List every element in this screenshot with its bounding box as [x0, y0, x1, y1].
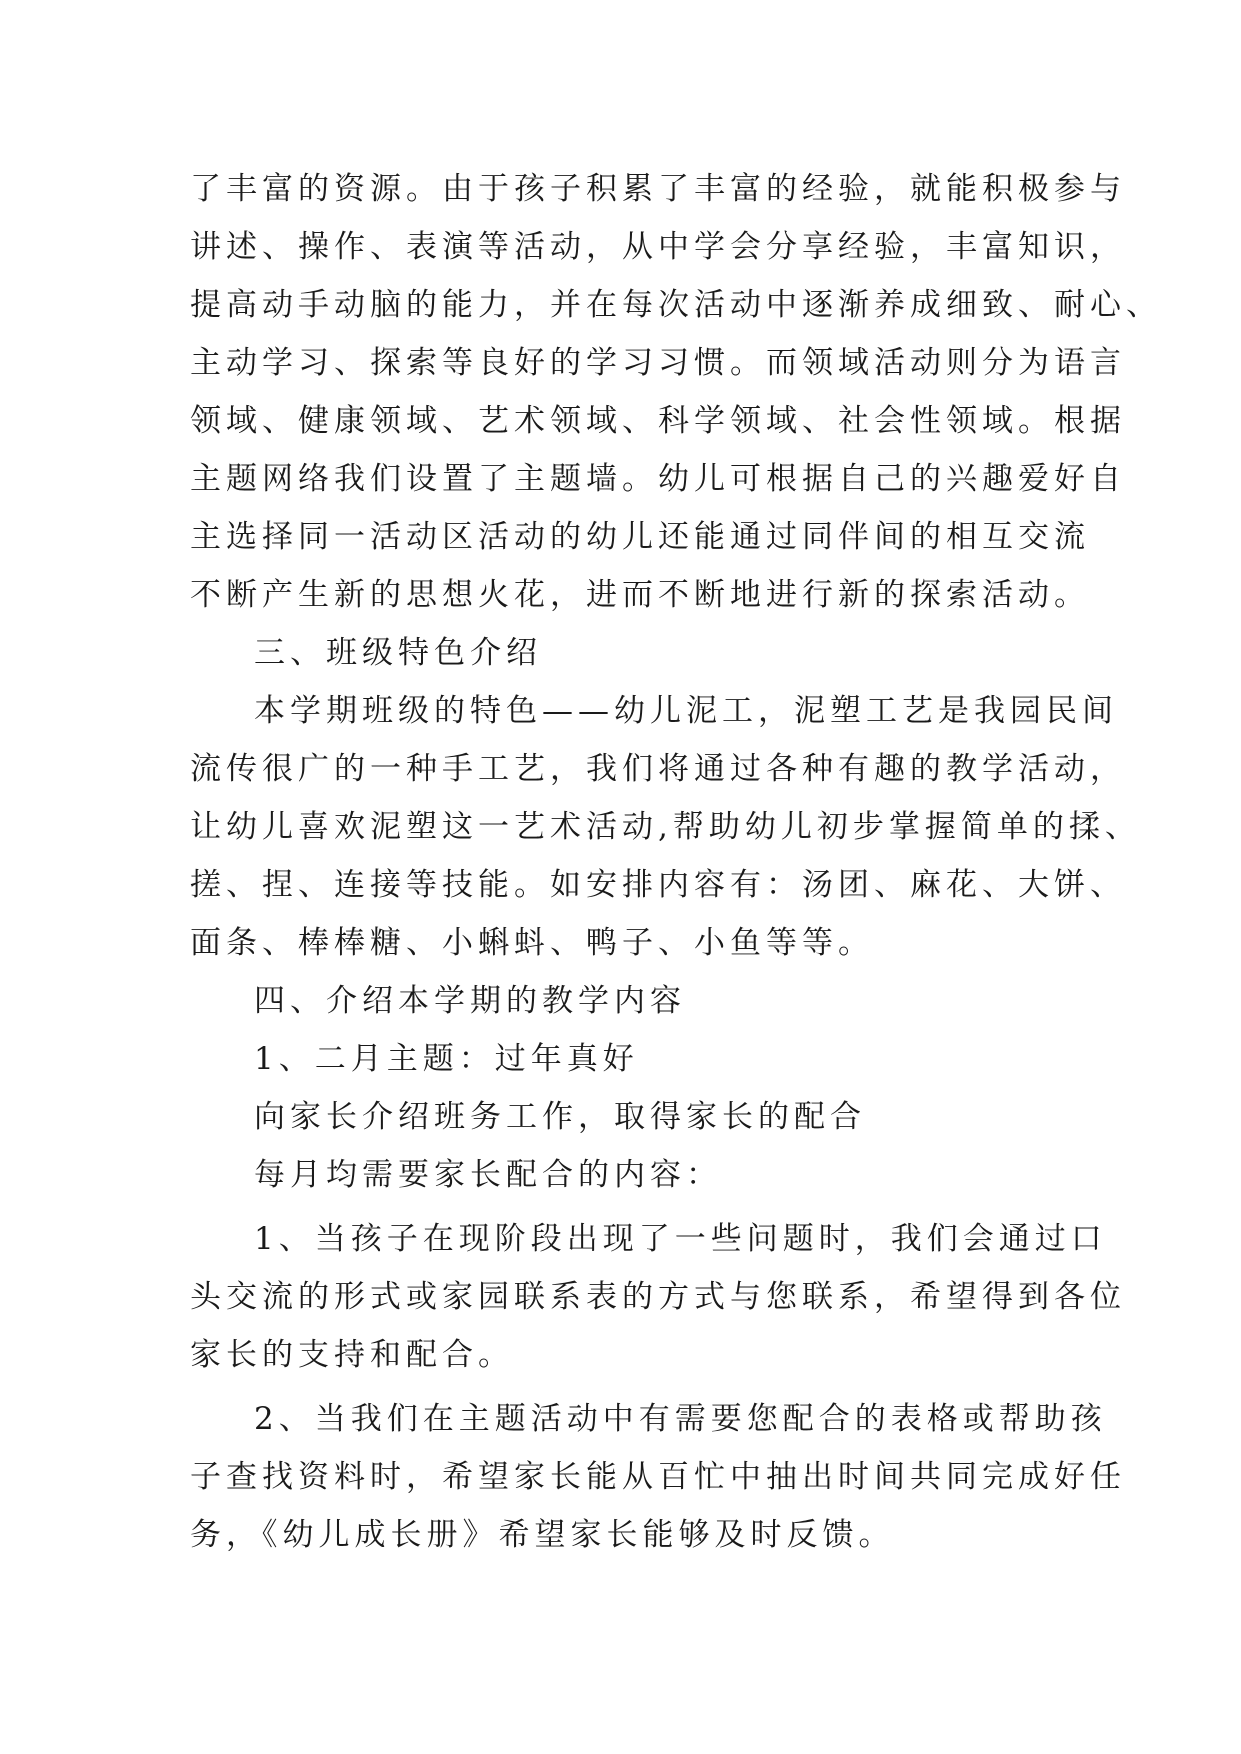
list-item-line: 头交流的形式或家园联系表的方式与您联系，希望得到各位: [190, 1279, 1126, 1315]
paragraph-line: 主题网络我们设置了主题墙。幼儿可根据自己的兴趣爱好自: [190, 461, 1126, 497]
paragraph-line: 不断产生新的思想火花，进而不断地进行新的探索活动。: [190, 577, 1090, 613]
paragraph-line: 向家长介绍班务工作，取得家长的配合: [254, 1099, 866, 1135]
paragraph-line: 让幼儿喜欢泥塑这一艺术活动,帮助幼儿初步掌握简单的揉、: [190, 809, 1141, 845]
paragraph-line: 本学期班级的特色——幼儿泥工，泥塑工艺是我园民间: [254, 693, 1118, 729]
paragraph-line: 主动学习、探索等良好的学习习惯。而领域活动则分为语言: [190, 345, 1126, 381]
section-heading: 四、介绍本学期的教学内容: [254, 983, 686, 1019]
list-item-line: 2、当我们在主题活动中有需要您配合的表格或帮助孩: [254, 1401, 1107, 1437]
paragraph-line: 提高动手动脑的能力，并在每次活动中逐渐养成细致、耐心、: [190, 287, 1162, 323]
list-item-line: 1、当孩子在现阶段出现了一些问题时，我们会通过口: [254, 1221, 1107, 1257]
document-body: [190, 160, 1162, 1564]
paragraph-line: 了丰富的资源。由于孩子积累了丰富的经验，就能积极参与: [190, 171, 1126, 207]
paragraph-line: 领域、健康领域、艺术领域、科学领域、社会性领域。根据: [190, 403, 1126, 439]
paragraph-line: 搓、捏、连接等技能。如安排内容有：汤团、麻花、大饼、: [190, 867, 1126, 903]
section-heading: 三、班级特色介绍: [254, 635, 542, 671]
list-item-line: 家长的支持和配合。: [190, 1337, 514, 1373]
list-item-line: 子查找资料时，希望家长能从百忙中抽出时间共同完成好任: [190, 1459, 1126, 1495]
list-item-line: 务，《幼儿成长册》希望家长能够及时反馈。: [190, 1517, 895, 1553]
paragraph-line: 流传很广的一种手工艺，我们将通过各种有趣的教学活动，: [190, 751, 1126, 787]
paragraph-line: 讲述、操作、表演等活动，从中学会分享经验，丰富知识，: [190, 229, 1126, 265]
paragraph-line: 面条、棒棒糖、小蝌蚪、鸭子、小鱼等等。: [190, 925, 874, 961]
paragraph-line: 每月均需要家长配合的内容：: [254, 1157, 722, 1193]
paragraph-line: 主选择同一活动区活动的幼儿还能通过同伴间的相互交流: [190, 519, 1090, 555]
subsection-heading: 1、二月主题：过年真好: [254, 1041, 639, 1077]
